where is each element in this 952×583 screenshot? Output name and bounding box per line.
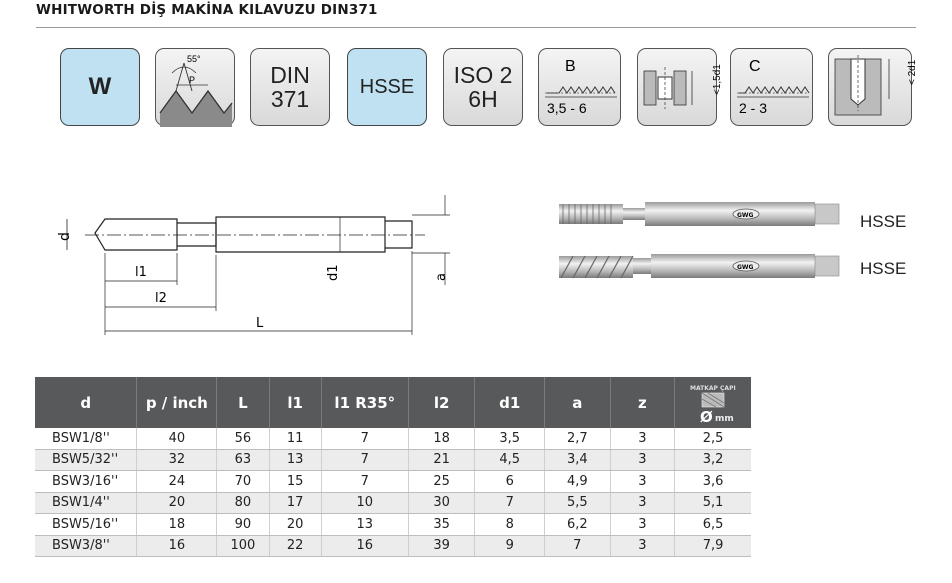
drill-diameter-icon [688, 381, 738, 425]
badge-blind-hole [828, 48, 918, 126]
cell-l1-r35: 7 [321, 471, 408, 493]
cell-a: 6,2 [545, 514, 611, 536]
cell-l2: 25 [408, 471, 475, 493]
thread-section [95, 219, 177, 250]
cell-l1: 22 [269, 535, 321, 557]
chamfer-b-icon [539, 49, 622, 127]
cell-length: 90 [217, 514, 269, 536]
cell-pitch: 24 [137, 471, 217, 493]
cell-length: 70 [217, 471, 269, 493]
cell-length: 56 [217, 428, 269, 449]
diameter-symbol: Ø [700, 407, 713, 426]
table-row [35, 514, 751, 536]
cell-pitch: 18 [137, 514, 217, 536]
dim-a-label: a [434, 273, 449, 281]
cell-l2: 35 [408, 514, 475, 536]
blind-depth-text: < 2d1 [907, 59, 918, 85]
dim-d-label: d [57, 232, 73, 241]
badge-chamfer-c [730, 48, 813, 126]
thread-profile-icon [156, 49, 236, 127]
table-row [35, 535, 751, 557]
table-header-row [35, 377, 751, 428]
cell-drill: 6,5 [675, 514, 751, 536]
spec-table [35, 377, 751, 557]
chamfer-c-range: 2 - 3 [739, 100, 768, 116]
badge-tolerance [443, 48, 523, 126]
thread-angle-text: 55° [187, 54, 201, 64]
cell-drill: 3,2 [675, 449, 751, 471]
brand-logo-1: GWG [737, 212, 754, 219]
cell-d1: 6 [475, 471, 545, 493]
cell-a: 7 [545, 535, 611, 557]
chamfer-b-range: 3,5 - 6 [547, 100, 587, 116]
col-header-l1-r35: l1 R35° [321, 377, 408, 428]
cell-z: 3 [610, 449, 675, 471]
cell-pitch: 16 [137, 535, 217, 557]
cell-z: 3 [610, 535, 675, 557]
cell-a: 2,7 [545, 428, 611, 449]
cell-size: BSW3/8'' [35, 535, 137, 557]
cell-a: 5,5 [545, 492, 611, 514]
dim-l2-label: l2 [155, 291, 167, 306]
col-header-l2: l2 [408, 377, 475, 428]
product-label-spiral: HSSE [860, 259, 907, 278]
badge-thread-profile [155, 48, 235, 126]
table-row [35, 492, 751, 514]
badge-thread-type [60, 48, 140, 126]
cell-l1-r35: 13 [321, 514, 408, 536]
pitch-symbol-text: P [189, 75, 196, 85]
cell-drill: 5,1 [675, 492, 751, 514]
cell-l1-r35: 7 [321, 428, 408, 449]
cell-length: 100 [217, 535, 269, 557]
col-header-a: a [545, 377, 611, 428]
cell-l2: 21 [408, 449, 475, 471]
cell-l1: 13 [269, 449, 321, 471]
cell-l1-r35: 7 [321, 449, 408, 471]
chamfer-c-letter: C [749, 58, 761, 75]
straight-flute-tap-image [559, 202, 839, 226]
dim-l1-label: l1 [135, 265, 147, 280]
material-label: HSSE [359, 76, 415, 98]
cell-z: 3 [610, 471, 675, 493]
cell-l1: 15 [269, 471, 321, 493]
cell-drill: 7,9 [675, 535, 751, 557]
badge-chamfer-b [538, 48, 621, 126]
brand-logo-2: GWG [737, 264, 754, 271]
through-depth-text: <1,5d1 [712, 64, 723, 95]
cell-length: 80 [217, 492, 269, 514]
cell-l1: 17 [269, 492, 321, 514]
cell-l1: 11 [269, 428, 321, 449]
cell-l2: 39 [408, 535, 475, 557]
cell-d1: 7 [475, 492, 545, 514]
square-end [385, 221, 412, 248]
cell-a: 3,4 [545, 449, 611, 471]
cell-l1-r35: 16 [321, 535, 408, 557]
cell-l2: 30 [408, 492, 475, 514]
cell-l2: 18 [408, 428, 475, 449]
cell-pitch: 40 [137, 428, 217, 449]
shank [216, 217, 385, 252]
cell-size: BSW3/16'' [35, 471, 137, 493]
blind-hole-icon [829, 49, 918, 127]
cell-size: BSW1/8'' [35, 428, 137, 449]
thread-type-label: W [88, 73, 112, 100]
cell-drill: 2,5 [675, 428, 751, 449]
badge-standard [250, 48, 330, 126]
chamfer-c-icon [731, 49, 814, 127]
cell-size: BSW1/4'' [35, 492, 137, 514]
standard-label: DIN 371 [270, 62, 310, 112]
col-header-l1: l1 [269, 377, 321, 428]
cell-l1-r35: 10 [321, 492, 408, 514]
cell-z: 3 [610, 428, 675, 449]
drill-header-caption: MATKAP ÇAPI [690, 384, 736, 392]
cell-z: 3 [610, 492, 675, 514]
table-row [35, 428, 751, 449]
dim-L-label: L [256, 316, 264, 331]
through-hole-icon [638, 49, 723, 127]
cell-d1: 4,5 [475, 449, 545, 471]
cell-a: 4,9 [545, 471, 611, 493]
cell-z: 3 [610, 514, 675, 536]
cell-pitch: 32 [137, 449, 217, 471]
page-title: WHITWORTH DİŞ MAKİNA KILAVUZU DIN371 [36, 2, 378, 18]
cell-d1: 8 [475, 514, 545, 536]
badge-material [347, 48, 427, 126]
cell-d1: 9 [475, 535, 545, 557]
cell-drill: 3,6 [675, 471, 751, 493]
badge-through-hole [637, 48, 723, 126]
spiral-flute-tap-image [559, 254, 839, 278]
product-photos [553, 190, 843, 290]
col-header-d1: d1 [475, 377, 545, 428]
col-header-L: L [217, 377, 269, 428]
cell-pitch: 20 [137, 492, 217, 514]
cell-size: BSW5/32'' [35, 449, 137, 471]
dim-d1-label: d1 [326, 264, 341, 281]
chamfer-b-letter: B [565, 58, 576, 75]
table-row [35, 449, 751, 471]
cell-length: 63 [217, 449, 269, 471]
col-header-pitch: p / inch [137, 377, 217, 428]
cell-size: BSW5/16'' [35, 514, 137, 536]
cell-l1: 20 [269, 514, 321, 536]
tap-dimension-drawing [40, 185, 470, 345]
neck [177, 223, 216, 246]
tolerance-label: ISO 2 6H [453, 62, 513, 112]
product-label-straight: HSSE [860, 212, 907, 231]
col-header-d: d [35, 377, 137, 428]
col-header-z: z [610, 377, 675, 428]
title-divider [36, 27, 916, 28]
spec-table-body [35, 428, 751, 557]
col-header-drill [675, 377, 751, 428]
cell-d1: 3,5 [475, 428, 545, 449]
drill-unit: mm [715, 413, 734, 424]
table-row [35, 471, 751, 493]
